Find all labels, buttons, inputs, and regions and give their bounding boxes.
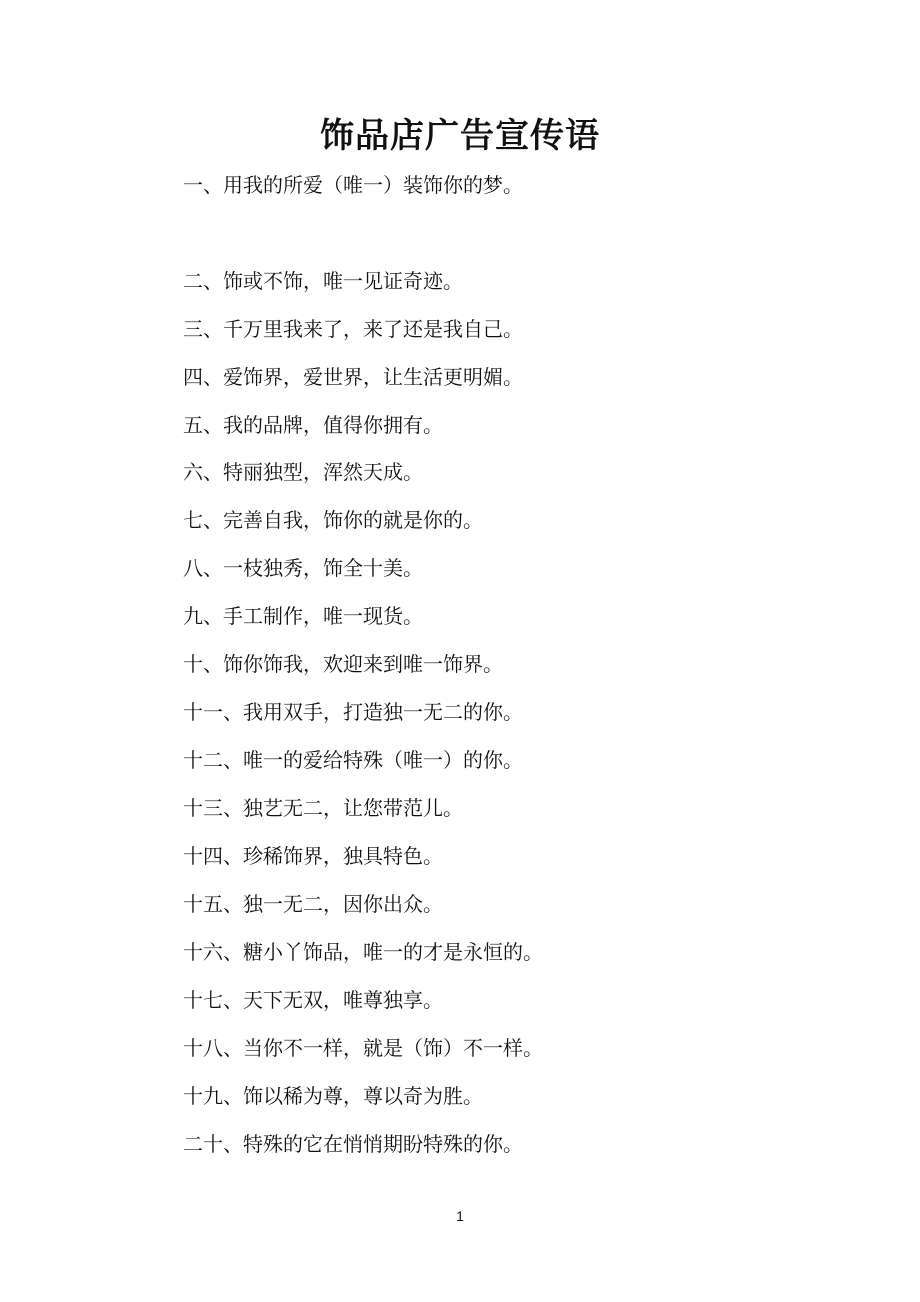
slogan-line: 十九、饰以稀为尊，尊以奇为胜。 bbox=[183, 1084, 483, 1108]
slogan-line: 十六、糖小丫饰品，唯一的才是永恒的。 bbox=[183, 940, 543, 964]
slogan-line: 十二、唯一的爱给特殊（唯一）的你。 bbox=[183, 748, 523, 772]
page-number: 1 bbox=[456, 1208, 464, 1224]
slogan-line: 十、饰你饰我，欢迎来到唯一饰界。 bbox=[183, 652, 503, 676]
slogan-line: 九、手工制作，唯一现货。 bbox=[183, 604, 423, 628]
slogan-line: 十七、天下无双，唯尊独享。 bbox=[183, 988, 443, 1012]
slogan-line: 五、我的品牌，值得你拥有。 bbox=[183, 413, 443, 437]
slogan-line: 六、特丽独型，浑然天成。 bbox=[183, 460, 423, 484]
document-title: 饰品店广告宣传语 bbox=[320, 116, 600, 156]
slogan-line: 二十、特殊的它在悄悄期盼特殊的你。 bbox=[183, 1132, 523, 1156]
slogan-line: 八、一枝独秀，饰全十美。 bbox=[183, 556, 423, 580]
slogan-line: 十五、独一无二，因你出众。 bbox=[183, 892, 443, 916]
slogan-line: 二、饰或不饰，唯一见证奇迹。 bbox=[183, 269, 463, 293]
slogan-line: 十一、我用双手，打造独一无二的你。 bbox=[183, 700, 523, 724]
slogan-line: 四、爱饰界，爱世界，让生活更明媚。 bbox=[183, 365, 523, 389]
slogan-line: 七、完善自我，饰你的就是你的。 bbox=[183, 508, 483, 532]
slogan-line: 一、用我的所爱（唯一）装饰你的梦。 bbox=[183, 173, 523, 197]
slogan-line: 十八、当你不一样，就是（饰）不一样。 bbox=[183, 1036, 543, 1060]
slogan-line: 十四、珍稀饰界，独具特色。 bbox=[183, 844, 443, 868]
slogan-line: 十三、独艺无二，让您带范儿。 bbox=[183, 796, 463, 820]
slogan-line: 三、千万里我来了，来了还是我自己。 bbox=[183, 317, 523, 341]
